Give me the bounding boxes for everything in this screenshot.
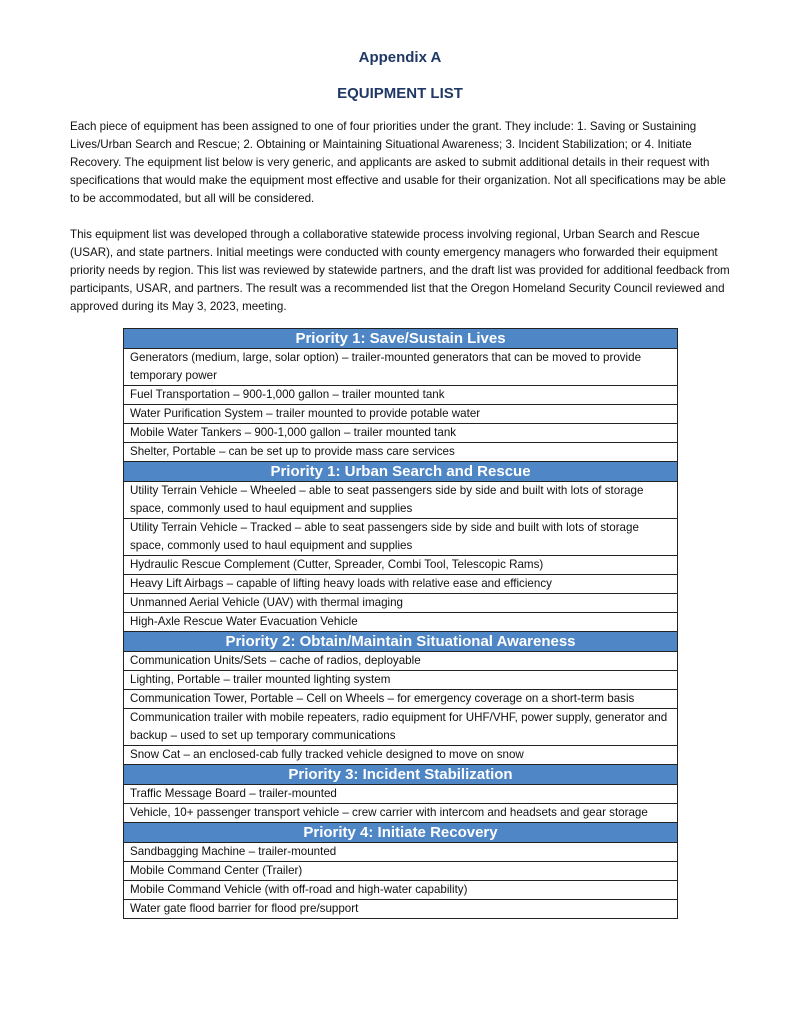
equipment-row [124,405,678,424]
equipment-row [124,482,678,519]
equipment-row [124,386,678,405]
equipment-row [124,785,678,804]
equipment-row [124,556,678,575]
equipment-item: Vehicle, 10+ passenger transport vehicle – crew carrier with intercom and headsets and gear storage [124,804,678,823]
equipment-item: Mobile Command Center (Trailer) [124,862,678,881]
equipment-row [124,443,678,462]
equipment-row [124,746,678,765]
equipment-item: Communication trailer with mobile repeaters, radio equipment for UHF/VHF, power supply, generator and backup – used to set up temporary communications [124,709,678,746]
equipment-row [124,652,678,671]
equipment-item: Sandbagging Machine – trailer-mounted [124,843,678,862]
equipment-item: Utility Terrain Vehicle – Wheeled – able to seat passengers side by side and built with lots of storage space, commonly used to haul equipment and supplies [124,482,678,519]
equipment-row [124,804,678,823]
equipment-row [124,349,678,386]
page-title: EQUIPMENT LIST [337,85,463,102]
equipment-item: Utility Terrain Vehicle – Tracked – able to seat passengers side by side and built with lots of storage space, commonly used to haul equipment and supplies [124,519,678,556]
equipment-row [124,881,678,900]
equipment-row [124,671,678,690]
intro-paragraph: Each piece of equipment has been assigned to one of four priorities under the grant. They include: 1. Saving or Sustaining Lives/Urban Search and Rescue; 2. Obtaining or Maintaining Situational Awareness; 3. Incident Stabilization; or 4. Initiate Recovery. The equipment list below is very generic, and applicants are asked to submit additional details in their request with specifications that would make the equipment most effective and usable for their organization. Not all specifications may be able to be accommodated, but all will be considered. [70,120,726,205]
priority-header-row [124,632,678,652]
equipment-item: Communication Units/Sets – cache of radios, deployable [124,652,678,671]
appendix-heading: Appendix A [358,49,442,66]
equipment-table [123,328,678,919]
priority-header-row [124,765,678,785]
equipment-row [124,575,678,594]
priority-heading: Priority 3: Incident Stabilization [124,765,678,785]
priority-header-row [124,823,678,843]
equipment-item: Snow Cat – an enclosed-cab fully tracked vehicle designed to move on snow [124,746,678,765]
equipment-row [124,709,678,746]
equipment-item: Fuel Transportation – 900-1,000 gallon – trailer mounted tank [124,386,678,405]
equipment-row [124,690,678,709]
equipment-item: Water gate flood barrier for flood pre/support [124,900,678,919]
equipment-item: Unmanned Aerial Vehicle (UAV) with thermal imaging [124,594,678,613]
equipment-row [124,519,678,556]
equipment-item: Mobile Command Vehicle (with off-road and high-water capability) [124,881,678,900]
equipment-item: Hydraulic Rescue Complement (Cutter, Spreader, Combi Tool, Telescopic Rams) [124,556,678,575]
priority-heading: Priority 1: Urban Search and Rescue [124,462,678,482]
equipment-item: Shelter, Portable – can be set up to provide mass care services [124,443,678,462]
equipment-row [124,594,678,613]
priority-header-row [124,329,678,349]
equipment-row [124,424,678,443]
equipment-item: Communication Tower, Portable – Cell on Wheels – for emergency coverage on a short-term basis [124,690,678,709]
equipment-item: Generators (medium, large, solar option) – trailer-mounted generators that can be moved to provide temporary power [124,349,678,386]
priority-heading: Priority 1: Save/Sustain Lives [124,329,678,349]
equipment-item: Lighting, Portable – trailer mounted lighting system [124,671,678,690]
equipment-row [124,862,678,881]
equipment-row [124,900,678,919]
equipment-item: Water Purification System – trailer mounted to provide potable water [124,405,678,424]
equipment-row [124,613,678,632]
priority-header-row [124,462,678,482]
priority-heading: Priority 4: Initiate Recovery [124,823,678,843]
process-paragraph: This equipment list was developed through a collaborative statewide process involving regional, Urban Search and Rescue (USAR), and state partners. Initial meetings were conducted with county emergency managers who forwarded their equipment priority needs by region. This list was reviewed by statewide partners, and the draft list was provided for additional feedback from participants, USAR, and partners. The result was a recommended list that the Oregon Homeland Security Council reviewed and approved during its May 3, 2023, meeting. [70,228,730,313]
priority-heading: Priority 2: Obtain/Maintain Situational Awareness [124,632,678,652]
equipment-item: Traffic Message Board – trailer-mounted [124,785,678,804]
equipment-row [124,843,678,862]
equipment-item: Heavy Lift Airbags – capable of lifting heavy loads with relative ease and efficiency [124,575,678,594]
equipment-item: Mobile Water Tankers – 900-1,000 gallon – trailer mounted tank [124,424,678,443]
equipment-item: High-Axle Rescue Water Evacuation Vehicle [124,613,678,632]
